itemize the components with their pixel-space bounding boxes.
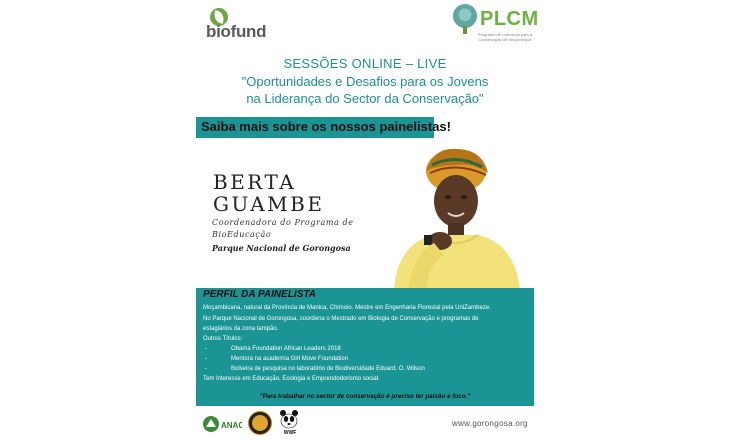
profile-bio-line1: Moçambicana, natural da Província de Manica, Chimoio. Mestre em Engenharia Florestal pela UniZambeze. — [203, 305, 491, 311]
gorongosa-emblem-icon — [252, 415, 268, 431]
bullet-dash: - — [205, 366, 207, 372]
panelist-organization: Parque Nacional de Gorongosa — [212, 243, 351, 253]
anac-logo — [202, 415, 242, 433]
panelist-role-cont: BioEducação — [212, 230, 272, 239]
title-item: Mentora na academia Girl Move Foundation — [231, 356, 349, 362]
title-item: Obama Foundation African Leaders 2018 — [231, 346, 341, 352]
plcm-subtitle: Programa de Liderança para a Conservação de Moçambique — [477, 32, 533, 42]
panelists-banner-text: Saiba mais sobre os nossos painelistas! — [201, 119, 451, 134]
bullet-dash: - — [205, 346, 207, 352]
website-link[interactable]: www.gorongosa.org — [452, 419, 528, 428]
profile-bio-line3: estagiários da zona tampão. — [203, 326, 279, 332]
other-titles-label: Outros Títulos: — [203, 336, 243, 342]
wwf-panda-icon — [279, 409, 299, 429]
session-title: SESSÕES ONLINE – LIVE — [283, 56, 447, 71]
title-item: Bolseira de pesquisa no laboratório de Biodiversidade Eduard. O. Wilson — [231, 366, 425, 372]
bullet-dash: - — [205, 356, 207, 362]
tree-trunk-icon — [463, 26, 467, 34]
panelist-portrait — [374, 143, 528, 289]
biofund-wordmark: biofund — [206, 22, 267, 41]
session-subtitle-line1: "Oportunidades e Desafios para os Jovens — [241, 74, 489, 89]
profile-bio-line2: No Parque Nacional de Gorongosa, coordena o Mestrado em Biologia de Conservação e programas de — [203, 316, 479, 322]
panelist-last-name: GUAMBE — [213, 192, 325, 216]
panelist-role: Coordenadora do Programa de — [212, 218, 354, 227]
profile-interests: Tem Interesse em Educação, Ecologia e Emprendodorismo social. — [203, 376, 380, 382]
panelist-quote: "Para trabalhar no sector de conservação é preciso ter paixão e foco." — [259, 393, 471, 400]
session-subtitle-line2: na Liderança do Sector da Conservação" — [246, 91, 484, 106]
plcm-wordmark: PLCM — [480, 8, 539, 30]
anac-wordmark: ANAC — [221, 421, 242, 430]
tree-icon — [453, 4, 477, 28]
wwf-wordmark: WWF — [283, 430, 297, 436]
panelist-first-name: BERTA — [213, 170, 297, 194]
profile-heading: PERFIL DA PAINELISTA — [203, 289, 316, 300]
